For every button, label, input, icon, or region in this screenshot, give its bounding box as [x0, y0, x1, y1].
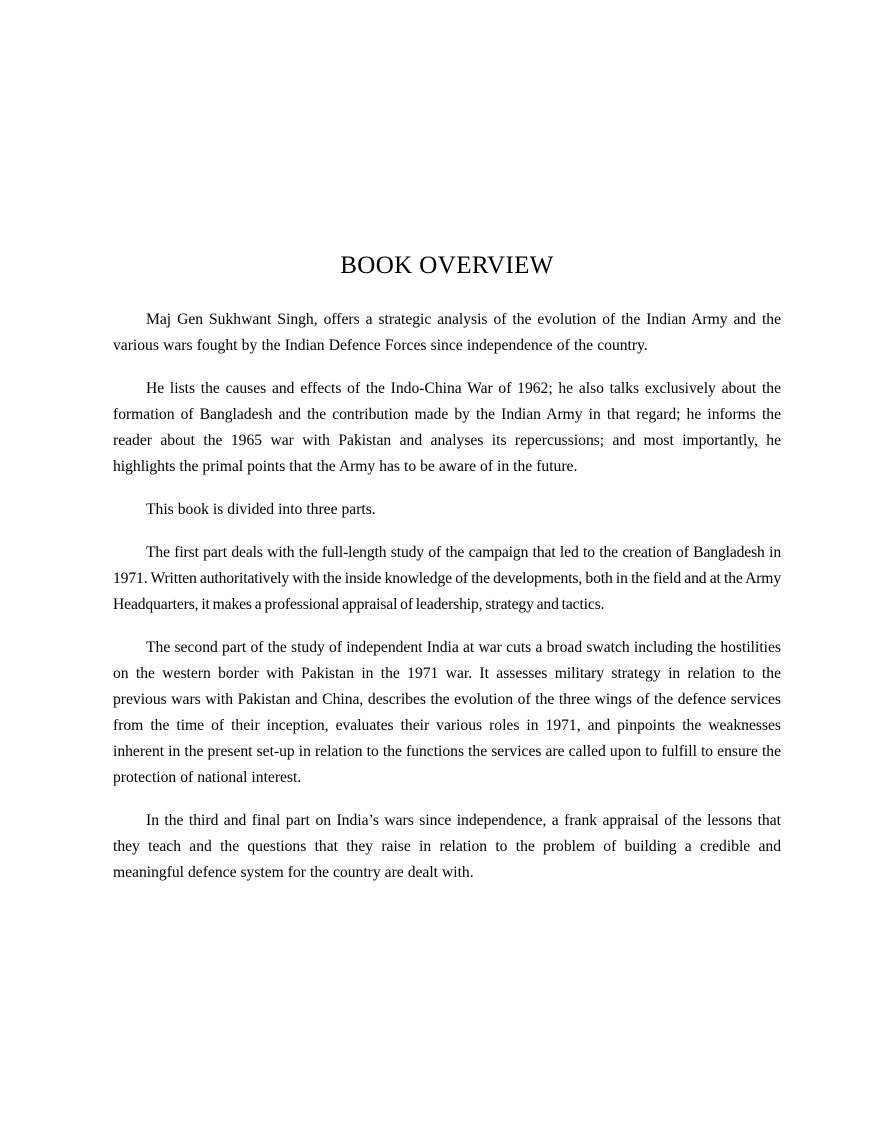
- paragraph-causes-effects: He lists the causes and effects of the Indo-China War of 1962; he also talks exclusively about the formation of Bangladesh and the contribution made by the Indian Army in that regard; he informs the reader about the 1965 war with Pakistan and analyses its repercussions; and most importantly, he highlights the primal points that the Army has to be aware of in the future.: [113, 380, 781, 475]
- page-title: BOOK OVERVIEW: [340, 252, 554, 279]
- paragraph-first-part: The first part deals with the full-length study of the campaign that led to the creation of Bangladesh in 1971. Written authoritatively with the inside knowledge of the developments, both in the field and at the Army Headquarters, it makes a professional appraisal of leadership, strategy and tactics.: [113, 544, 781, 613]
- paragraph-three-parts: This book is divided into three parts.: [146, 501, 376, 518]
- paragraph-third-part: In the third and final part on India’s wars since independence, a frank appraisal of the lessons that they teach and the questions that they raise in relation to the problem of building a credible and meaningful defence system for the country are dealt with.: [113, 812, 781, 881]
- paragraph-intro: Maj Gen Sukhwant Singh, offers a strategic analysis of the evolution of the Indian Army and the various wars fought by the Indian Defence Forces since independence of the country.: [113, 311, 781, 354]
- body-copy: [113, 307, 781, 886]
- paragraph-second-part: The second part of the study of independent India at war cuts a broad swatch including the hostilities on the western border with Pakistan in the 1971 war. It assesses military strategy in relation to the previous wars with Pakistan and China, describes the evolution of the three wings of the defence services from the time of their inception, evaluates their various roles in 1971, and pinpoints the weaknesses inherent in the present set-up in relation to the functions the services are called upon to fulfill to ensure the protection of national interest.: [113, 639, 781, 786]
